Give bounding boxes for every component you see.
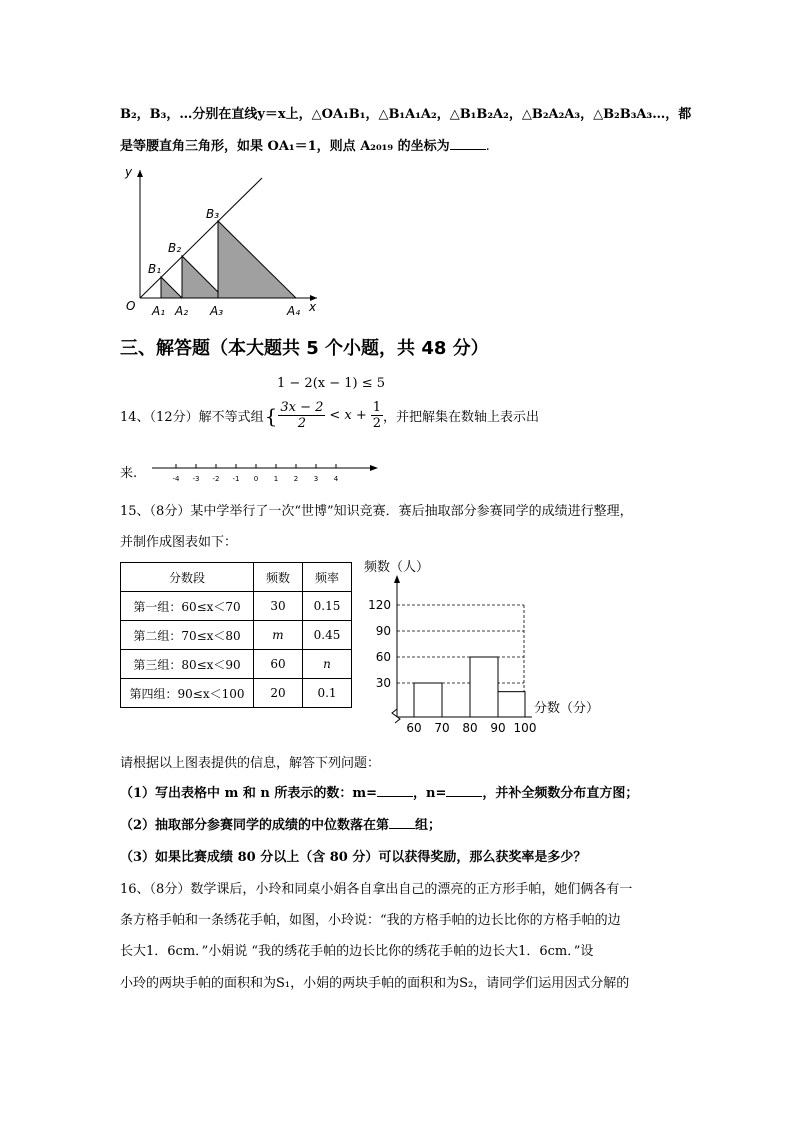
number-line-tick-label: -3: [192, 475, 200, 483]
label-x: x: [309, 300, 317, 314]
q16-line-4: 小玲的两块手帕的面积和为S₁，小娟的两块手帕的面积和为S₂，请同学们运用因式分解的: [120, 976, 630, 991]
q15-sub-1-b: ，n=: [413, 786, 447, 801]
header-score-range: 分数段: [121, 563, 254, 592]
number-line-tick-label: 4: [333, 475, 339, 483]
chart-ylabel: 频数（人）: [364, 560, 430, 575]
label-b1: B₁: [148, 262, 162, 276]
q16-line-2: 条方格手帕和一条绣花手帕，如图，小玲说：“我的方格手帕的边长比你的方格手帕的边: [120, 913, 621, 928]
header-rate: 频率: [303, 563, 352, 592]
chart-x-ticks: [406, 721, 536, 735]
label-a4: A₄: [287, 304, 301, 318]
table-cell: 第三组：80≤x＜90: [121, 650, 254, 679]
section-3-title: 三、解答题（本大题共 5 个小题，共 48 分）: [120, 338, 489, 359]
chart-bar: [414, 683, 442, 717]
chart-y-ticks: [368, 598, 391, 690]
number-line-tick-label: 2: [293, 475, 299, 483]
fraction-denominator: 2: [297, 416, 306, 431]
q15-sub-1-a: （1）写出表格中 m 和 n 所表示的数：m=: [120, 786, 378, 801]
q15-sub-3: （3）如果比赛成绩 80 分以上（含 80 分）可以获得奖励，那么获奖率是多少？: [120, 850, 587, 865]
label-a3: A₃: [210, 304, 224, 318]
score-table: [120, 562, 352, 708]
number-line-arrow: [370, 465, 378, 471]
q14-mid: < x +: [329, 408, 367, 423]
q15-sub-1-c: ，并补全频数分布直方图；: [482, 786, 639, 801]
table-cell: 30: [254, 592, 303, 621]
half-denominator: 2: [372, 416, 382, 431]
frequency-histogram: [352, 555, 612, 740]
number-line-ticks: [173, 464, 339, 483]
chart-bar: [498, 692, 525, 717]
label-b2: B₂: [168, 241, 182, 255]
table-cell: 0.45: [303, 621, 352, 650]
label-b3: B₃: [206, 207, 220, 221]
triangle-b1-a1-a2: [161, 277, 182, 298]
table-cell: n: [303, 650, 352, 679]
table-cell: 60: [254, 650, 303, 679]
label-y: y: [125, 165, 133, 179]
table-cell: 第二组：70≤x＜80: [121, 621, 254, 650]
q15-sub-2-a: （2）抽取部分参赛同学的成绩的中位数落在第: [120, 818, 390, 833]
number-line-tick-label: 3: [313, 475, 319, 483]
answer-blank-group: [389, 816, 415, 829]
fraction-numerator: 3x − 2: [280, 400, 324, 415]
q14-suffix: ，并把解集在数轴上表示出: [383, 410, 540, 425]
table-cell: 第四组：90≤x＜100: [121, 679, 254, 708]
label-o: O: [126, 299, 136, 313]
q14-line: [120, 400, 539, 431]
half-numerator: 1: [372, 400, 382, 415]
intro-line-2-text: 是等腰直角三角形，如果 OA₁＝1，则点 A₂₀₁₉ 的坐标为: [120, 139, 450, 154]
chart-x-tick-label: 80: [462, 721, 478, 735]
chart-bar: [470, 657, 498, 717]
chart-y-tick-label: 30: [375, 676, 391, 690]
q15-prompt: 请根据以上图表提供的信息，解答下列问题：: [120, 756, 381, 771]
fraction-3x-2-over-2: [278, 400, 325, 431]
intro-line-2-end: .: [485, 139, 490, 154]
number-line-tick-label: 1: [273, 475, 279, 483]
number-line-tick-label: -2: [212, 475, 220, 483]
triangle-b3-a3-a4: [218, 221, 296, 298]
table-cell: 第一组：60≤x＜70: [121, 592, 254, 621]
label-a2: A₂: [175, 304, 189, 318]
answer-blank-n: [446, 784, 482, 797]
label-a1: A₁: [152, 304, 166, 318]
triangle-figure: [112, 160, 322, 320]
chart-y-tick-label: 120: [368, 598, 391, 612]
q15-line-2: 并制作成图表如下：: [120, 535, 238, 550]
chart-x-tick-label: 100: [513, 721, 537, 735]
number-line: [150, 458, 382, 486]
table-row: [121, 592, 352, 621]
q16-line-3: 长大1．6cm．”小娟说 “我的绣花手帕的边长比你的绣花手帕的边长大1．6cm．”设: [120, 944, 594, 959]
q15-line-1: 15、（8分）某中学举行了一次“世博”知识竞赛．赛后抽取部分参赛同学的成绩进行整理，: [120, 504, 633, 519]
table-row: [121, 679, 352, 708]
chart-xlabel: 分数（分）: [534, 701, 600, 716]
inequality-1: 1 − 2(x − 1) ≤ 5: [277, 376, 386, 391]
table-row: [121, 650, 352, 679]
brace-icon: {: [264, 403, 278, 428]
number-line-tick-label: 0: [253, 475, 259, 483]
number-line-tick-label: -4: [172, 475, 180, 483]
y-axis-arrow: [137, 170, 143, 177]
table-cell: m: [254, 621, 303, 650]
header-frequency: 频数: [254, 563, 303, 592]
answer-blank-a2019: [450, 137, 486, 150]
answer-blank-m: [377, 784, 413, 797]
q14-prefix: 14、（12分）解不等式组: [120, 410, 264, 425]
q15-sub-2: [120, 814, 441, 833]
q15-sub-2-b: 组；: [415, 818, 442, 833]
q14-lai: 来.: [120, 466, 138, 481]
axis-break-icon: [392, 709, 400, 723]
table-cell: 20: [254, 679, 303, 708]
chart-y-tick-label: 90: [375, 624, 391, 638]
table-header-row: [121, 563, 352, 592]
number-line-tick-label: -1: [232, 475, 240, 483]
chart-y-axis-arrow: [394, 575, 400, 583]
table-cell: 0.1: [303, 679, 352, 708]
chart-x-tick-label: 60: [406, 721, 422, 735]
intro-line-2: [120, 135, 490, 154]
chart-x-tick-label: 70: [434, 721, 450, 735]
table-row: [121, 621, 352, 650]
fraction-one-half: [371, 400, 383, 431]
q15-sub-1: [120, 782, 638, 801]
q16-line-1: 16、（8分）数学课后，小玲和同桌小娟各自拿出自己的漂亮的正方形手帕，她们俩各有一: [120, 882, 633, 897]
chart-bars: [414, 657, 525, 717]
chart-x-tick-label: 90: [490, 721, 506, 735]
chart-y-tick-label: 60: [375, 650, 391, 664]
intro-line-1: B₂，B₃，…分别在直线y＝x上，△OA₁B₁，△B₁A₁A₂，△B₁B₂A₂，△B₂A₂A₃，△B₂B₃A₃…，都: [120, 107, 692, 122]
table-cell: 0.15: [303, 592, 352, 621]
